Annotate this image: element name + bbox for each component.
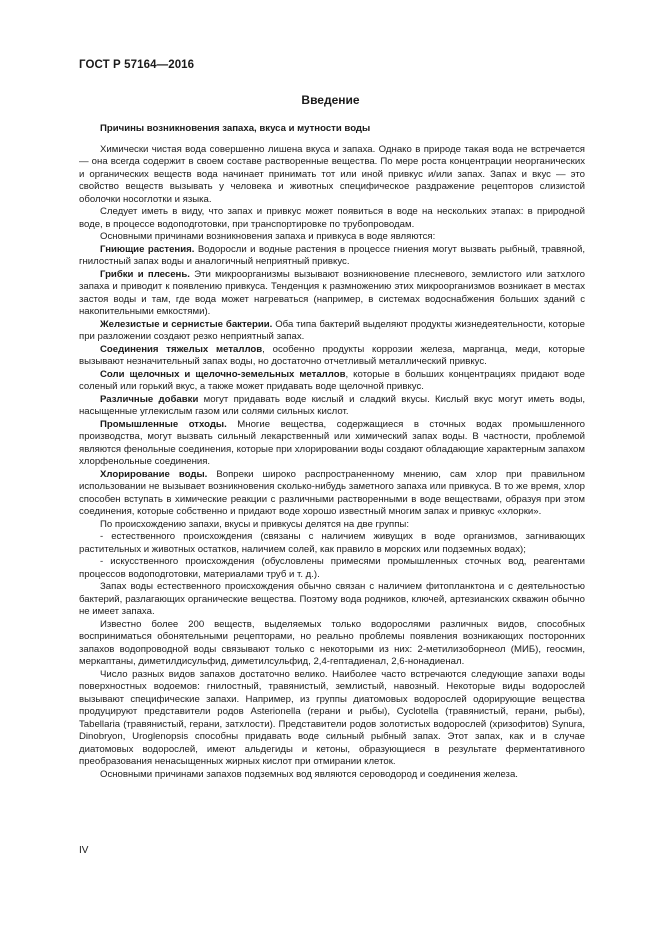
body-text bbox=[79, 123, 585, 781]
paragraph-text: Число разных видов запахов достаточно велико. Наиболее часто встречаются следующие запахи воды поверхностных водоемов: гнилостный, травянистый, землистый, навозный. Некоторые виды водорослей вызывают специфические запахи. Например, из группы диатомовых водорослей одорирующие вещества продуцируют представители родов Asterionella (герани и рыбы), Cyclotella (травянистый, герани, рыбы), Tabellaria (травянистый, герани, затхлости). Представители родов золотистых водорослей (хризофитов) Synura, Dinobryon, Uroglenopsis способны придавать воде сильный рыбный запах. Этот запах, как и в случае диатомовых водорослей, имеют альдегиды и кетоны, образующиеся в результате ферментативного преобразования ненасыщенных жирных кислот при отмирании клеток. bbox=[79, 668, 585, 767]
paragraph-term: Соли щелочных и щелочно-земельных металлов bbox=[100, 368, 346, 380]
page-number: IV bbox=[79, 845, 89, 856]
paragraph-text: Химически чистая вода совершенно лишена вкуса и запаха. Однако в природе такая вода не встречается — она всегда содержит в своем составе растворенные вещества. По мере роста концентрации неорганических и органических веществ вода начинает принимать тот или иной привкус и/или запах. Запах и вкус — это свойство веществ вызывать у человека и животных специфическое раздражение рецепторов слизистой оболочки носоглотки и языка. bbox=[79, 143, 585, 205]
paragraph bbox=[79, 619, 585, 669]
paragraph-text: , особенно продукты коррозии железа, марганца, меди, которые вызывают незначительный запах воды, но достаточно отчетливый металлический привкус. bbox=[79, 343, 585, 367]
paragraph-text: могут придавать воде кислый и сладкий вкусы. Кислый вкус могут иметь воды, насыщенные углекислым газом или солями сильных кислот. bbox=[79, 393, 586, 417]
paragraph-text: Основными причинами запахов подземных вод являются сероводород и соединения железа. bbox=[100, 768, 518, 780]
paragraph bbox=[79, 231, 585, 244]
paragraph bbox=[79, 319, 585, 344]
paragraph bbox=[79, 519, 585, 532]
paragraph bbox=[79, 206, 585, 231]
paragraph-term: Соединения тяжелых металлов bbox=[100, 343, 263, 355]
paragraph-term: Промышленные отходы. bbox=[100, 418, 227, 430]
paragraph bbox=[79, 669, 585, 769]
subheading: Причины возникновения запаха, вкуса и мутности воды bbox=[100, 123, 371, 134]
paragraph-text: , которые в больших концентрациях придают воде соленый или горький вкус, а также может придавать воде щелочной привкус. bbox=[79, 368, 585, 392]
paragraph-text: Эти микроорганизмы вызывают возникновение плесневого, землистого или затхлого запаха и приводит к появлению привкуса. Тенденция к размножению этих микроорганизмов возникает в местах застоя воды и там, где вода может нагреваться (например, в системах водоснабжения больших зданий с накопительными емкостями). bbox=[79, 268, 585, 317]
paragraph bbox=[79, 419, 585, 469]
section-title: Введение bbox=[301, 93, 360, 107]
paragraph-text: Известно более 200 веществ, выделяемых только водорослями различных видов, способных восприниматься обонятельными рецепторами, но реально проблемы появления возникающих посторонних запахов водопроводной воды связывают только с некоторыми из них: 2-метилизоборнеол (МИБ), геосмин, меркаптаны, диметилдисульфид, диметилсульфид, 2,4-гептадиенал, 2,6-нонадиенал. bbox=[79, 618, 585, 667]
paragraph-term: Грибки и плесень. bbox=[100, 268, 190, 280]
paragraph-text: Вопреки широко распространенному мнению, сам хлор при правильном использовании не вызывает возникновения сколько-нибудь заметного запаха или привкуса. В то же время, хлор способен вступать в химические реакции с различными растворенными в воде веществами, образуя при этом соединения, которые собственно и придают воде хорошо известный многим запах и привкус «хлорки». bbox=[79, 468, 585, 517]
paragraph bbox=[79, 144, 585, 207]
paragraph-text: Запах воды естественного происхождения обычно связан с наличием фитопланктона и с деятельностью бактерий, разлагающих органические вещества. Поэтому вода родников, ключей, артезианских скважин обычно не имеет запаха. bbox=[79, 581, 585, 617]
paragraph bbox=[79, 394, 585, 419]
paragraph-text: По происхождению запахи, вкусы и привкусы делятся на две группы: bbox=[100, 518, 409, 530]
paragraph bbox=[79, 369, 585, 394]
paragraph bbox=[79, 469, 585, 519]
standard-code: ГОСТ Р 57164—2016 bbox=[79, 59, 195, 71]
paragraph-text: - искусственного происхождения (обусловлены примесями промышленных сточных вод, реагентами процессов водоподготовки, материалами труб и т. д.). bbox=[79, 556, 585, 580]
paragraph bbox=[79, 344, 585, 369]
paragraph-text: Многие вещества, содержащиеся в сточных водах промышленного производства, могут вызвать сильный лекарственный или химический запах воды. В частности, проблемой являются фенольные соединения, которые при хлорировании воды создают обладающие характерным запахом хлорфенольные соединения. bbox=[79, 418, 585, 467]
paragraph bbox=[79, 531, 585, 556]
paragraph-text: Основными причинами возникновения запаха и привкуса в воде являются: bbox=[100, 231, 436, 242]
paragraph-text: Следует иметь в виду, что запах и привкус может появиться в воде на нескольких этапах: в природной воде, в процессе водоподготовки, при транспортировке по трубопроводам. bbox=[79, 206, 585, 230]
paragraph-text: Водоросли и водные растения в процессе гниения могут вызвать рыбный, травяной, гнилостный запах воды и аналогичный неприятный привкус. bbox=[79, 243, 585, 267]
paragraph-list bbox=[79, 144, 585, 782]
paragraph bbox=[79, 269, 585, 319]
paragraph-text: - естественного происхождения (связаны с наличием живущих в воде организмов, загнивающих растительных и животных остатков, наличием солей, как правило в морских или подземных водах); bbox=[79, 531, 585, 555]
paragraph-term: Хлорирование воды. bbox=[100, 468, 208, 480]
paragraph bbox=[79, 581, 585, 619]
paragraph bbox=[79, 556, 585, 581]
paragraph-term: Железистые и сернистые бактерии. bbox=[100, 318, 273, 330]
paragraph bbox=[79, 769, 585, 782]
paragraph bbox=[79, 244, 585, 269]
paragraph-text: Оба типа бактерий выделяют продукты жизнедеятельности, которые при разложении создают резко неприятный запах. bbox=[79, 318, 585, 342]
paragraph-term: Гниющие растения. bbox=[100, 243, 195, 255]
paragraph-term: Различные добавки bbox=[100, 393, 199, 405]
